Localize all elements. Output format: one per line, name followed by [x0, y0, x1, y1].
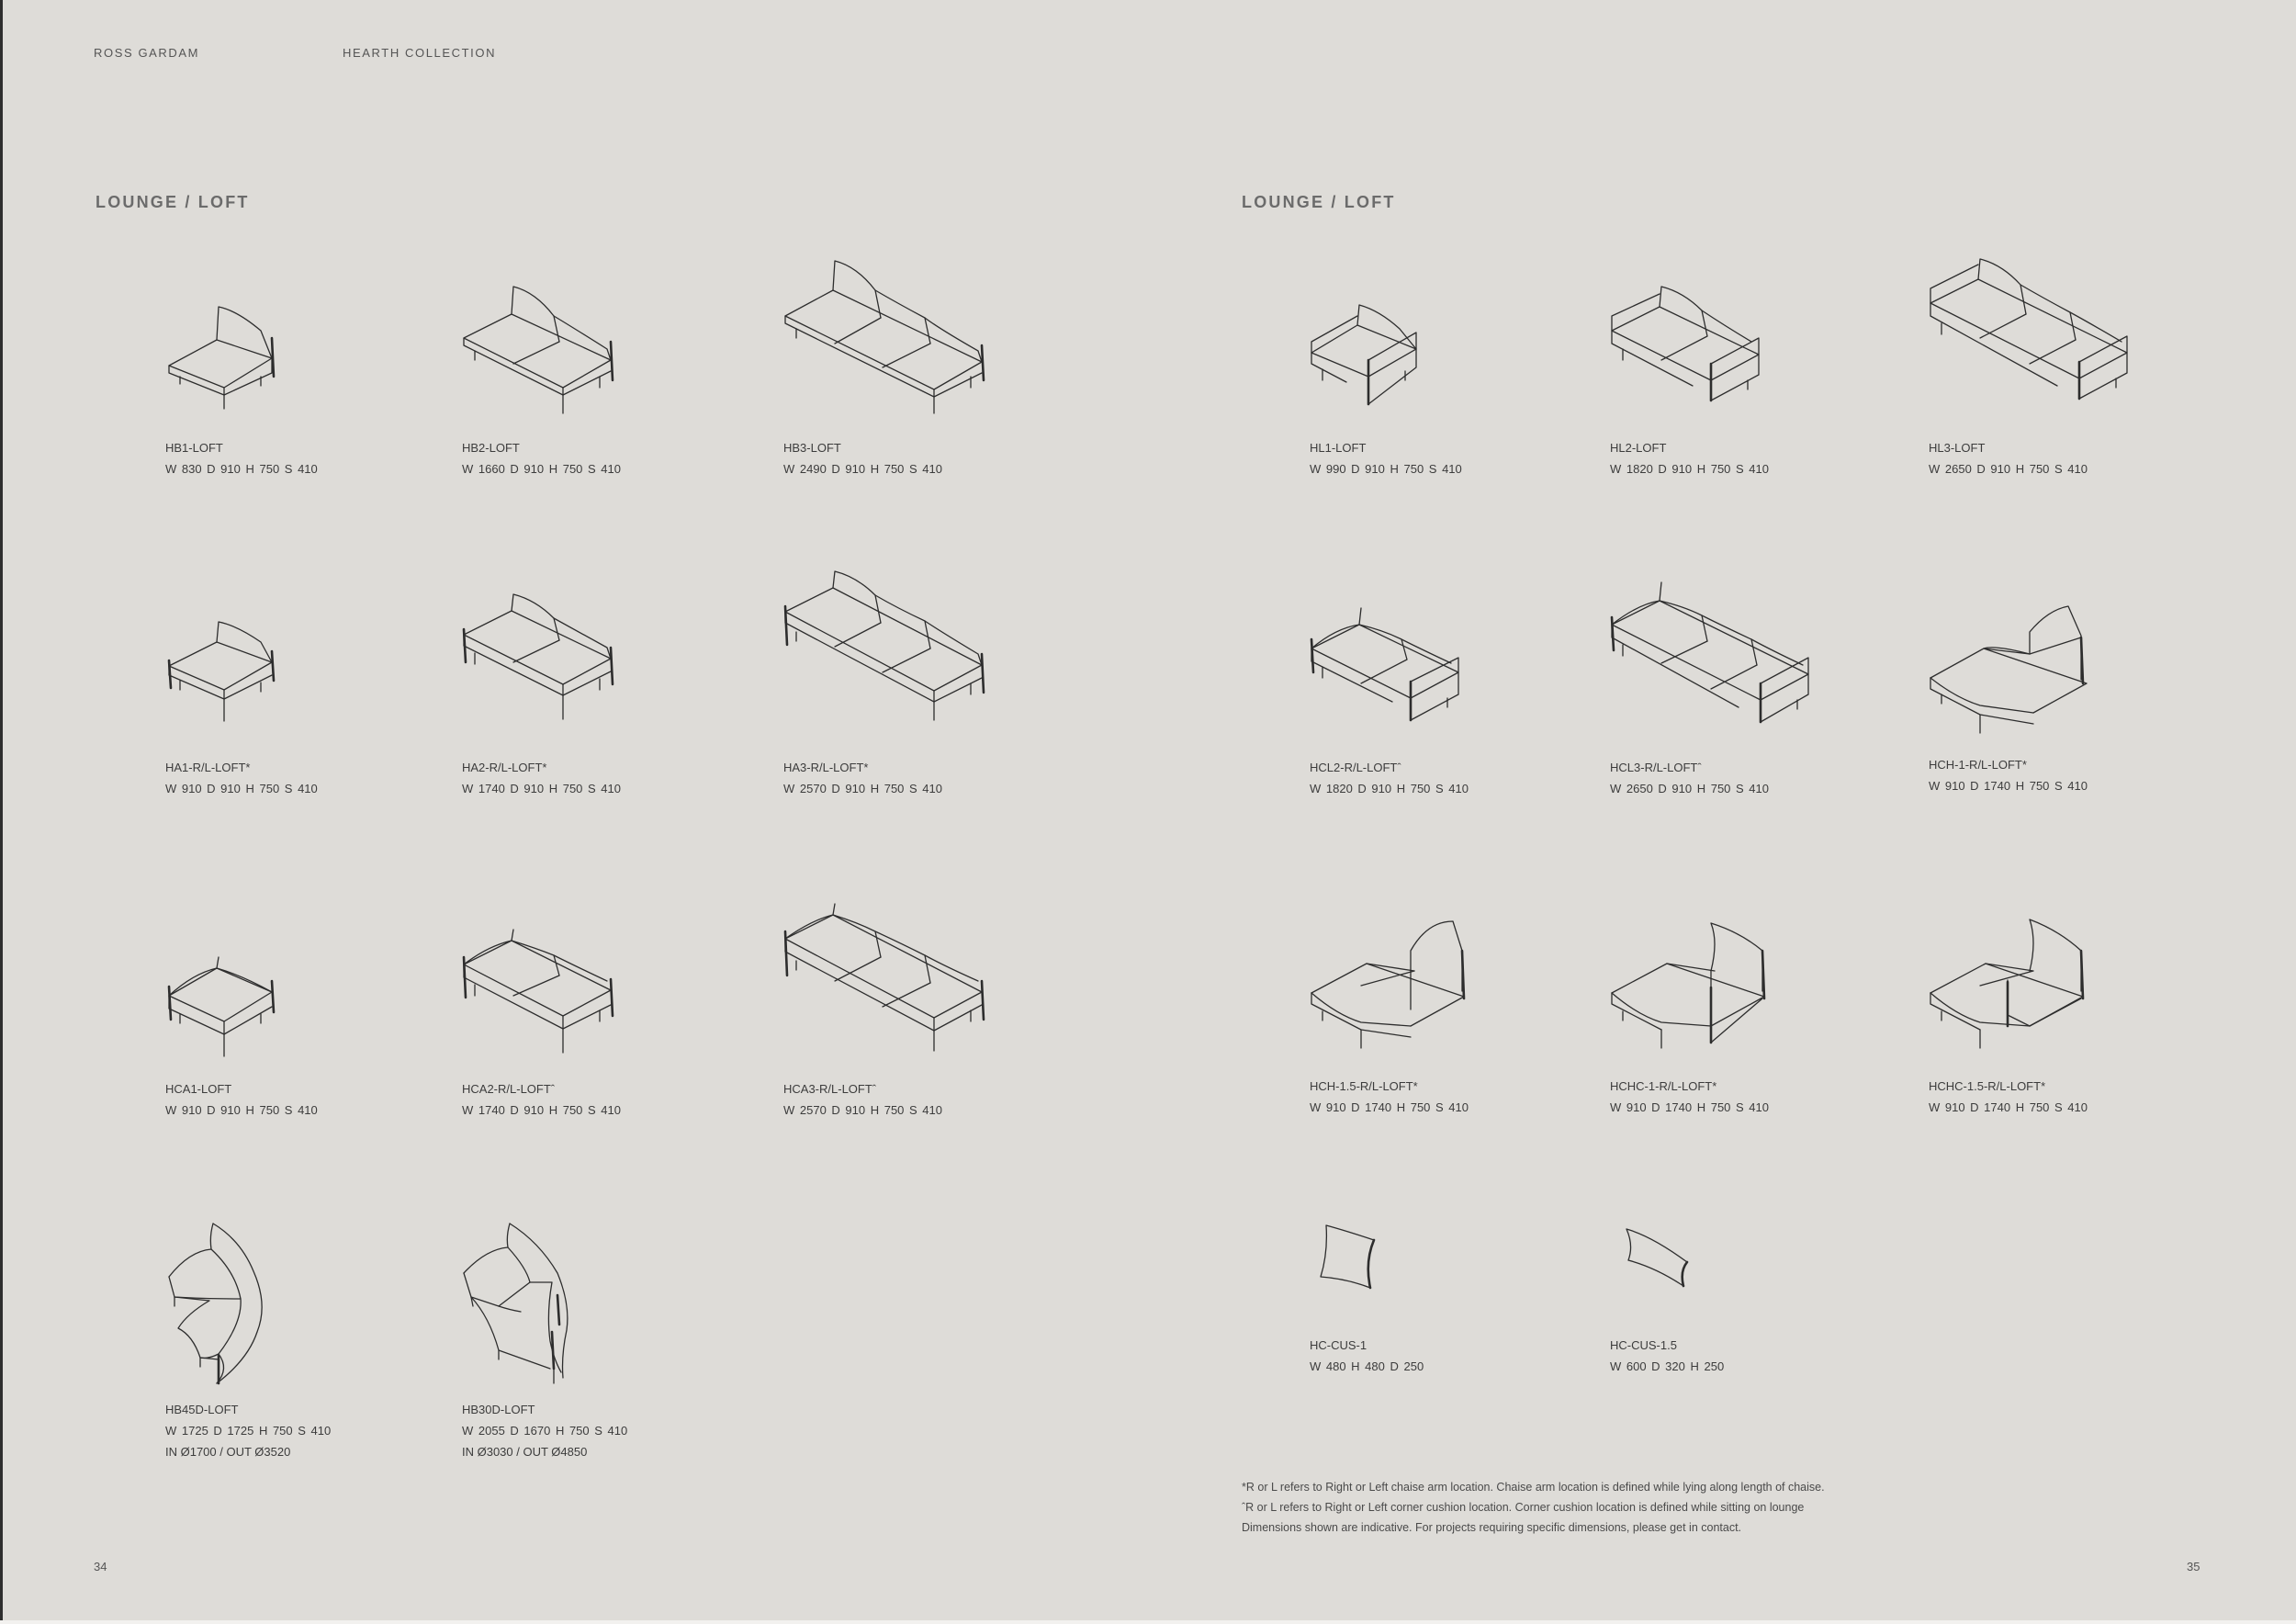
cushion-square-icon [1310, 1222, 1401, 1304]
chaise-corner-1-5-icon [1929, 914, 2094, 1052]
product-dimensions: W 910 D 1740 H 750 S 410 [1929, 779, 2088, 793]
chaise-1-icon [1929, 597, 2094, 735]
product-code: HB45D-LOFT [165, 1403, 239, 1416]
lounge-1-seat-arm-icon [165, 620, 285, 730]
lounge-low-arm-3-icon [1929, 257, 2140, 423]
product-code: HCL3-R/L-LOFTˆ [1610, 761, 1702, 774]
page-number-right: 35 [2187, 1560, 2200, 1573]
product-code: HL1-LOFT [1310, 441, 1367, 455]
product-dimensions: W 2650 D 910 H 750 S 410 [1610, 782, 1769, 795]
lounge-low-arm-1-icon [1310, 303, 1429, 413]
product-code: HCL2-R/L-LOFTˆ [1310, 761, 1401, 774]
lounge-3-seat-arm-icon [783, 570, 995, 735]
product-code: HL3-LOFT [1929, 441, 1986, 455]
lounge-corner-low-2-icon [1310, 606, 1466, 744]
product-dimensions: W 2570 D 910 H 750 S 410 [783, 1103, 942, 1117]
product-code: HA3-R/L-LOFT* [783, 761, 869, 774]
footnote-chaise: *R or L refers to Right or Left chaise arm location. Chaise arm location is defined while lying along length of chaise. [1242, 1481, 1825, 1494]
product-code: HCA2-R/L-LOFTˆ [462, 1082, 556, 1096]
product-dimensions: W 1740 D 910 H 750 S 410 [462, 782, 621, 795]
right-section-title: LOUNGE / LOFT [1242, 193, 1396, 211]
lounge-low-arm-2-icon [1610, 285, 1766, 423]
product-dimensions: W 2570 D 910 H 750 S 410 [783, 782, 942, 795]
footnote-dimensions: Dimensions shown are indicative. For projects requiring specific dimensions, please get in contact. [1242, 1521, 1742, 1534]
lounge-corner-low-3-icon [1610, 579, 1821, 744]
product-code: HCH-1-R/L-LOFT* [1929, 758, 2027, 772]
product-code: HB30D-LOFT [462, 1403, 535, 1416]
product-dimensions: W 1820 D 910 H 750 S 410 [1610, 462, 1769, 476]
product-dimensions: W 480 H 480 D 250 [1310, 1359, 1424, 1373]
product-code: HB1-LOFT [165, 441, 223, 455]
product-dimensions: W 2055 D 1670 H 750 S 410 [462, 1424, 628, 1438]
product-dimensions: W 830 D 910 H 750 S 410 [165, 462, 318, 476]
product-dimensions: W 910 D 1740 H 750 S 410 [1610, 1100, 1769, 1114]
page-number-left: 34 [94, 1560, 107, 1573]
product-dimensions: W 910 D 1740 H 750 S 410 [1310, 1100, 1469, 1114]
product-code: HCA3-R/L-LOFTˆ [783, 1082, 877, 1096]
product-code: HL2-LOFT [1610, 441, 1667, 455]
product-code: HCH-1.5-R/L-LOFT* [1310, 1079, 1418, 1093]
product-dimensions: W 1820 D 910 H 750 S 410 [1310, 782, 1469, 795]
product-code: HCHC-1-R/L-LOFT* [1610, 1079, 1717, 1093]
product-dimensions: W 2490 D 910 H 750 S 410 [783, 462, 942, 476]
product-code: HC-CUS-1 [1310, 1338, 1367, 1352]
product-dimensions: W 910 D 910 H 750 S 410 [165, 782, 318, 795]
footnote-corner: ˆR or L refers to Right or Left corner cushion location. Corner cushion location is defined while sitting on lounge [1242, 1501, 1805, 1514]
footnotes [1242, 1477, 1825, 1538]
product-dimensions: W 990 D 910 H 750 S 410 [1310, 462, 1462, 476]
chaise-1-5-icon [1310, 914, 1475, 1052]
brand-name: ROSS GARDAM [94, 46, 200, 60]
product-dimensions: W 600 D 320 H 250 [1610, 1359, 1725, 1373]
page-bottom-edge [0, 1620, 2296, 1624]
product-code: HA2-R/L-LOFT* [462, 761, 547, 774]
product-code: HC-CUS-1.5 [1610, 1338, 1677, 1352]
product-diameter: IN Ø1700 / OUT Ø3520 [165, 1445, 291, 1459]
lounge-2-seat-arm-icon [462, 592, 618, 730]
product-code: HB2-LOFT [462, 441, 520, 455]
curved-lounge-45-icon [165, 1222, 276, 1387]
left-section-title: LOUNGE / LOFT [96, 193, 250, 211]
lounge-1-seat-icon [165, 303, 285, 413]
product-code: HA1-R/L-LOFT* [165, 761, 251, 774]
product-dimensions: W 1660 D 910 H 750 S 410 [462, 462, 621, 476]
cushion-rect-icon [1610, 1222, 1702, 1304]
product-dimensions: W 1740 D 910 H 750 S 410 [462, 1103, 621, 1117]
lounge-corner-2-seat-icon [462, 928, 618, 1066]
product-dimensions: W 1725 D 1725 H 750 S 410 [165, 1424, 332, 1438]
product-code: HCA1-LOFT [165, 1082, 232, 1096]
product-dimensions: W 910 D 1740 H 750 S 410 [1929, 1100, 2088, 1114]
product-code: HB3-LOFT [783, 441, 841, 455]
product-dimensions: W 2650 D 910 H 750 S 410 [1929, 462, 2088, 476]
chaise-corner-1-icon [1610, 914, 1775, 1052]
product-diameter: IN Ø3030 / OUT Ø4850 [462, 1445, 588, 1459]
lounge-3-seat-icon [783, 257, 995, 423]
lounge-corner-1-seat-icon [165, 955, 285, 1066]
product-dimensions: W 910 D 910 H 750 S 410 [165, 1103, 318, 1117]
collection-name: HEARTH COLLECTION [343, 46, 497, 60]
product-code: HCHC-1.5-R/L-LOFT* [1929, 1079, 2046, 1093]
curved-lounge-30-icon [462, 1222, 581, 1387]
lounge-corner-3-seat-icon [783, 900, 995, 1066]
lounge-2-seat-icon [462, 285, 618, 423]
page-spine [0, 0, 3, 1624]
